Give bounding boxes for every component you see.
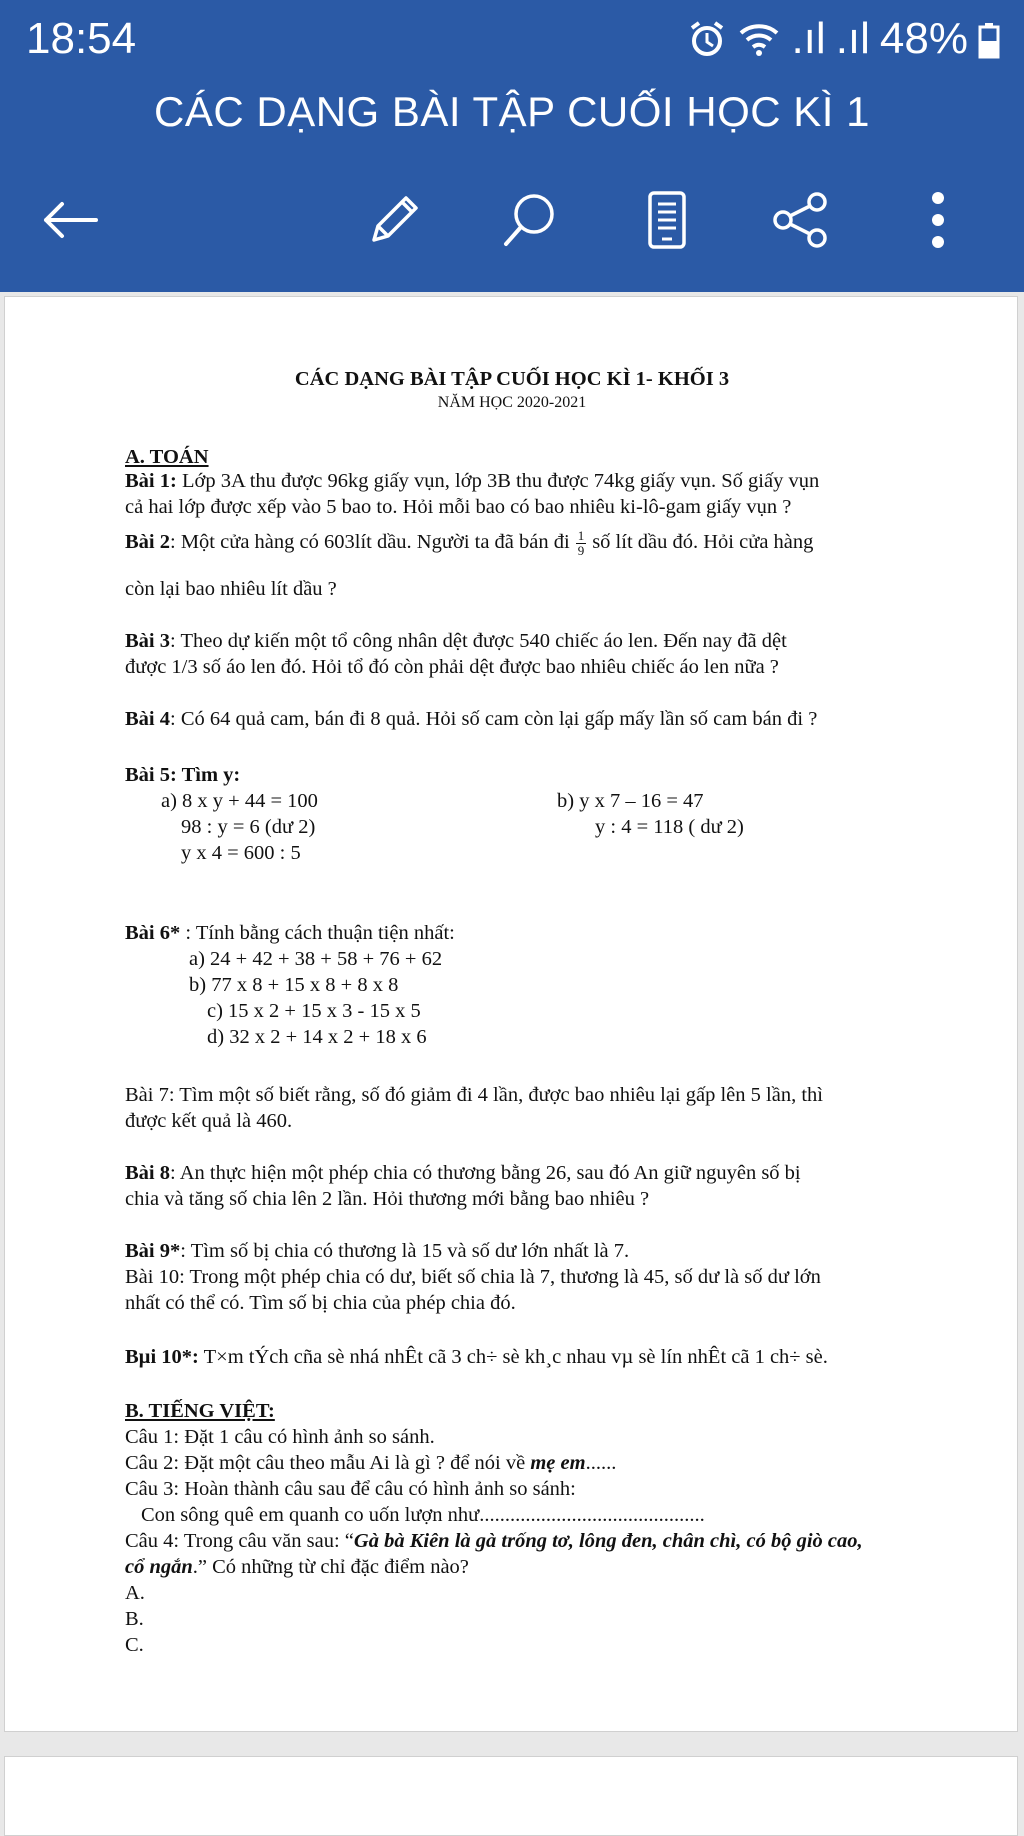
signal-icon-2: .ıl bbox=[835, 14, 870, 63]
status-bar bbox=[0, 0, 1024, 84]
bai10-line2: nhất có thể có. Tìm số bị chia của phép chia đó. bbox=[125, 1292, 516, 1314]
bai8-line2: chia và tăng số chia lên 2 lần. Hỏi thương mới bằng bao nhiêu ? bbox=[125, 1188, 650, 1210]
cau4-line1 bbox=[125, 1529, 863, 1553]
bai8-text: : An thực hiện một phép chia có thương bằng 26, sau đó An giữ nguyên số bị bbox=[170, 1162, 801, 1184]
bai6-b: b) 77 x 8 + 15 x 8 + 8 x 8 bbox=[189, 974, 399, 996]
fraction-denominator: 9 bbox=[577, 543, 585, 558]
app-bar bbox=[0, 0, 1024, 292]
bai9-line1 bbox=[125, 1239, 629, 1263]
cau2-dots: ...... bbox=[585, 1452, 617, 1474]
bai7-line1: Bài 7: Tìm một số biết rằng, số đó giảm đi 4 lần, được bao nhiêu lại gấp lên 5 lần, thì bbox=[125, 1084, 823, 1106]
cau4-line2 bbox=[125, 1555, 469, 1579]
bai5-a2: 98 : y = 6 (dư 2) bbox=[181, 816, 316, 838]
bai10b-label: Bµi 10*: bbox=[125, 1346, 199, 1368]
share-icon[interactable] bbox=[771, 190, 831, 250]
wifi-icon bbox=[737, 19, 781, 59]
battery-percent: 48% bbox=[879, 14, 968, 63]
document-subtitle: NĂM HỌC 2020-2021 bbox=[437, 394, 587, 411]
bai5-b1: b) y x 7 – 16 = 47 bbox=[557, 790, 704, 812]
bai10b-line1 bbox=[125, 1345, 828, 1369]
bai7-line2: được kết quả là 460. bbox=[125, 1110, 293, 1132]
bai2-line1 bbox=[125, 529, 813, 558]
cau4-question: .” Có những từ chỉ đặc điểm nào? bbox=[192, 1556, 469, 1578]
cau4-quote: Gà bà Kiên là gà trống tơ, lông đen, chân chì, có bộ giò cao, bbox=[353, 1530, 863, 1552]
cau3-line1: Câu 3: Hoàn thành câu sau để câu có hình ảnh so sánh: bbox=[125, 1478, 576, 1500]
section-a-heading: A. TOÁN bbox=[125, 446, 209, 468]
cau3-line2: Con sông quê em quanh co uốn lượn như............................................ bbox=[141, 1504, 705, 1526]
bai1-label: Bài 1: bbox=[125, 470, 177, 492]
cau4-text: Câu 4: Trong câu văn sau: “ bbox=[125, 1530, 354, 1552]
bai6-d: d) 32 x 2 + 14 x 2 + 18 x 6 bbox=[207, 1026, 427, 1048]
bai2-text-after: số lít dầu đó. Hỏi cửa hàng bbox=[592, 531, 814, 554]
fraction-numerator: 1 bbox=[577, 528, 585, 543]
bai1-line2: cả hai lớp được xếp vào 5 bao to. Hỏi mỗi bao có bao nhiêu ki-lô-gam giấy vụn ? bbox=[125, 496, 792, 518]
battery-icon bbox=[978, 19, 1000, 59]
bai1-line1 bbox=[125, 469, 819, 493]
bai3-line2: được 1/3 số áo len đó. Hỏi tổ đó còn phải dệt được bao nhiêu chiếc áo len nữa ? bbox=[125, 656, 779, 678]
bai6-heading bbox=[125, 921, 455, 945]
bai10b-text: T×m tÝch cña sè nhá nhÊt cã 3 ch÷ sè kh¸c nhau vµ sè lín nhÊt cã 1 ch÷ sè. bbox=[198, 1346, 828, 1368]
bai2-label: Bài 2 bbox=[125, 531, 170, 554]
back-icon[interactable] bbox=[40, 190, 100, 250]
option-b: B. bbox=[125, 1608, 144, 1630]
signal-icon: .ıl bbox=[791, 14, 826, 63]
cau2-text: Câu 2: Đặt một câu theo mẫu Ai là gì ? để nói về bbox=[125, 1452, 531, 1474]
bai6-label: Bài 6* bbox=[125, 922, 181, 944]
cau2-emphasis: mẹ em bbox=[530, 1452, 586, 1474]
app-title: CÁC DẠNG BÀI TẬP CUỐI HỌC KÌ 1 bbox=[154, 88, 870, 135]
bai4-line1 bbox=[125, 707, 817, 731]
bai4-text: : Có 64 quả cam, bán đi 8 quả. Hỏi số cam còn lại gấp mấy lần số cam bán đi ? bbox=[170, 708, 818, 730]
bai5-label: Bài 5: Tìm y: bbox=[125, 764, 241, 786]
bai3-line1 bbox=[125, 629, 787, 653]
bai3-text: : Theo dự kiến một tổ công nhân dệt được 540 chiếc áo len. Đến nay đã dệt bbox=[170, 630, 787, 652]
bai3-label: Bài 3 bbox=[125, 630, 170, 652]
status-time: 18:54 bbox=[26, 14, 137, 63]
bai5-b2: y : 4 = 118 ( dư 2) bbox=[595, 816, 744, 838]
search-icon[interactable] bbox=[500, 190, 560, 250]
next-page bbox=[4, 1756, 1018, 1836]
bai5-a3: y x 4 = 600 : 5 bbox=[181, 842, 301, 864]
bai1-text: Lớp 3A thu được 96kg giấy vụn, lớp 3B thu được 74kg giấy vụn. Số giấy vụn bbox=[176, 470, 820, 492]
cau2 bbox=[125, 1451, 616, 1475]
bai2-line2: còn lại bao nhiêu lít dầu ? bbox=[125, 578, 337, 600]
document-title: CÁC DẠNG BÀI TẬP CUỐI HỌC KÌ 1- KHỐI 3 bbox=[294, 368, 730, 390]
cau4-quote-end: cổ ngắn bbox=[125, 1556, 193, 1578]
bai8-label: Bài 8 bbox=[125, 1162, 170, 1184]
bai6-text: : Tính bằng cách thuận tiện nhất: bbox=[180, 922, 455, 944]
bai6-a: a) 24 + 42 + 38 + 58 + 76 + 62 bbox=[189, 948, 443, 970]
option-a: A. bbox=[125, 1582, 145, 1604]
cau1: Câu 1: Đặt 1 câu có hình ảnh so sánh. bbox=[125, 1426, 435, 1448]
more-options-icon[interactable] bbox=[908, 190, 968, 250]
alarm-icon bbox=[687, 19, 727, 59]
bai10-line1: Bài 10: Trong một phép chia có dư, biết số chia là 7, thương là 45, số dư là số dư lớn bbox=[125, 1266, 821, 1288]
edit-icon[interactable] bbox=[364, 190, 424, 250]
bai8-line1 bbox=[125, 1161, 801, 1185]
option-c: C. bbox=[125, 1634, 144, 1656]
bai4-label: Bài 4 bbox=[125, 708, 170, 730]
bai9-text: : Tìm số bị chia có thương là 15 và số dư lớn nhất là 7. bbox=[180, 1240, 630, 1262]
bai6-c: c) 15 x 2 + 15 x 3 - 15 x 5 bbox=[207, 1000, 421, 1022]
bai2-text: : Một cửa hàng có 603lít dầu. Người ta đã bán đi bbox=[170, 531, 570, 554]
fraction bbox=[576, 529, 587, 558]
bai5-a1: a) 8 x y + 44 = 100 bbox=[161, 790, 318, 812]
mobile-view-icon[interactable] bbox=[637, 190, 697, 250]
bai9-label: Bài 9* bbox=[125, 1240, 181, 1262]
document-page bbox=[4, 296, 1018, 1732]
section-b-heading: B. TIẾNG VIỆT: bbox=[125, 1400, 275, 1422]
